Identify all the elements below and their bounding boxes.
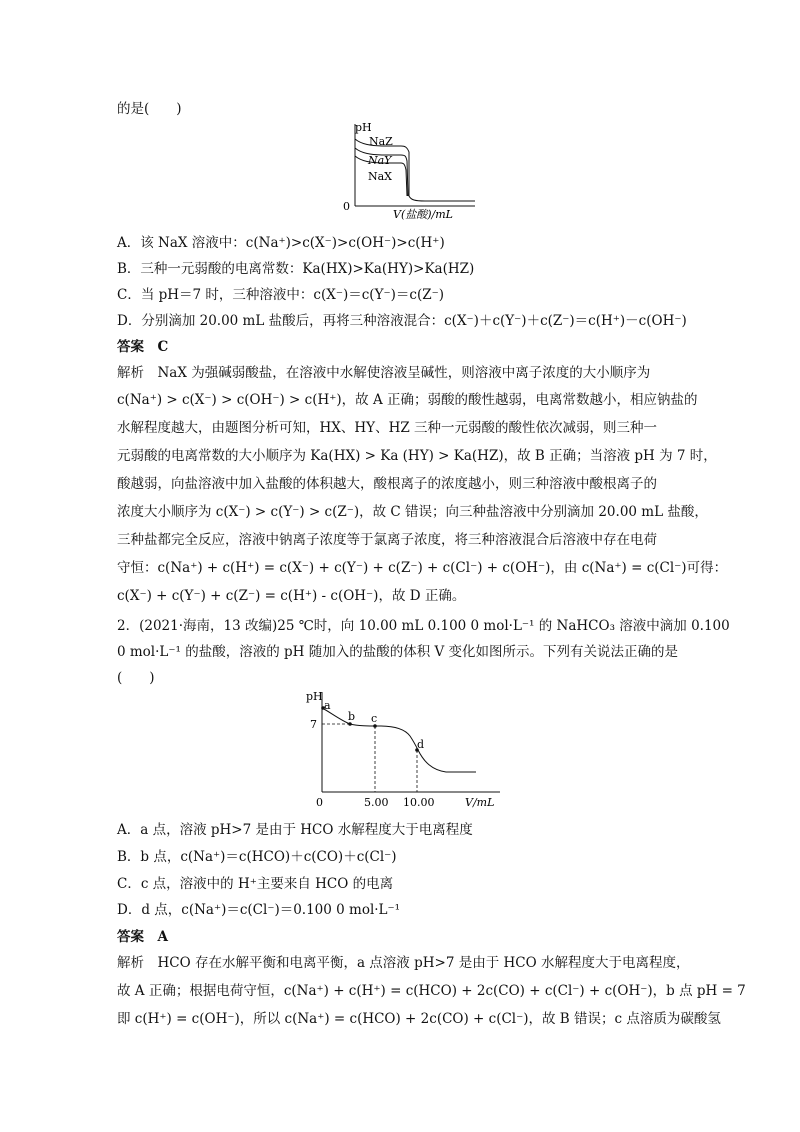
titration-curve-figure-2 [300, 686, 510, 810]
q2-option-a: A．a 点，溶液 pH>7 是由于 HCO 水解程度大于电离程度 [117, 822, 473, 838]
q1-option-a: A．该 NaX 溶液中：c(Na⁺)>c(X⁻)>c(OH⁻)>c(H⁺) [117, 235, 445, 251]
fig2-ph-curve [322, 708, 476, 772]
fig2-label-c: c [371, 712, 378, 725]
titration-curve-figure-1 [335, 118, 485, 220]
q2-explanation-line: 解析 HCO 存在水解平衡和电离平衡，a 点溶液 pH>7 是由于 HCO 水解程度大于电离程度， [117, 955, 690, 971]
fig1-label-naz: NaZ [369, 135, 393, 148]
fig1-x-axis-label: V(盐酸)/mL [393, 208, 453, 220]
fig2-x-tick-0: 0 [316, 796, 323, 809]
fig1-origin-label: 0 [343, 200, 350, 213]
q2-stem-line: 2．(2021·海南，13 改编)25 ℃时，向 10.00 mL 0.100 0 mol·L⁻¹ 的 NaHCO₃ 溶液中滴加 0.100 [117, 618, 730, 634]
q1-explanation-line: 元弱酸的电离常数的大小顺序为 Ka(HX) > Ka (HY) > Ka(HZ)，故 B 正确；当溶液 pH 为 7 时， [117, 448, 717, 464]
fig2-x-tick-10: 10.00 [403, 796, 435, 809]
fig2-y-tick-7: 7 [310, 718, 317, 731]
q2-explanation-line: 即 c(H⁺) = c(OH⁻)，所以 c(Na⁺) = c(HCO) + 2c(CO) + c(Cl⁻)，故 B 错误；c 点溶质为碳酸氢 [117, 1011, 721, 1027]
q1-option-b: B．三种一元弱酸的电离常数：Ka(HX)>Ka(HY)>Ka(HZ) [117, 261, 475, 277]
q1-explanation-line: 三种盐都完全反应，溶液中钠离子浓度等于氯离子浓度，将三种溶液混合后溶液中存在电荷 [117, 532, 657, 548]
q1-option-c: C．当 pH＝7 时，三种溶液中：c(X⁻)＝c(Y⁻)＝c(Z⁻) [117, 287, 444, 303]
q1-explanation-line: c(X⁻) + c(Y⁻) + c(Z⁻) = c(H⁺) - c(OH⁻)，故 D 正确。 [117, 588, 466, 604]
fig1-label-nay: NaY [368, 154, 392, 167]
fig2-label-a: a [324, 699, 331, 712]
q1-option-d: D．分别滴加 20.00 mL 盐酸后，再将三种溶液混合：c(X⁻)＋c(Y⁻)＋c(Z⁻)＝c(H⁺)－c(OH⁻) [117, 313, 687, 329]
q1-explanation-line: 浓度大小顺序为 c(X⁻) > c(Y⁻) > c(Z⁻)，故 C 错误；向三种盐溶液中分别滴加 20.00 mL 盐酸， [117, 504, 708, 520]
q2-option-b: B．b 点，c(Na⁺)＝c(HCO)＋c(CO)＋c(Cl⁻) [117, 849, 397, 865]
q2-option-c: C．c 点，溶液中的 H⁺主要来自 HCO 的电离 [117, 876, 394, 892]
fig2-x-axis-label: V/mL [465, 796, 495, 809]
fig2-x-tick-5: 5.00 [364, 796, 389, 809]
q2-answer: 答案 A [117, 929, 168, 945]
fig2-label-d: d [417, 738, 425, 751]
q1-explanation-line: c(Na⁺) > c(X⁻) > c(OH⁻) > c(H⁺)，故 A 正确；弱酸的酸性越弱，电离常数越小，相应钠盐的 [117, 392, 698, 408]
fig1-y-axis-label: pH [355, 121, 372, 134]
q1-explanation-line: 水解程度越大，由题图分析可知，HX、HY、HZ 三种一元弱酸的酸性依次减弱，则三种一 [117, 420, 658, 436]
q2-stem-line: ( ) [117, 670, 155, 686]
q2-option-d: D．d 点，c(Na⁺)＝c(Cl⁻)＝0.100 0 mol·L⁻¹ [117, 902, 401, 918]
fig2-label-b: b [348, 710, 356, 723]
fig2-y-axis-label: pH [306, 690, 323, 703]
q1-answer: 答案 C [117, 339, 169, 355]
q1-explanation-line: 酸越弱，向盐溶液中加入盐酸的体积越大，酸根离子的浓度越小，则三种溶液中酸根离子的 [117, 476, 657, 492]
q1-explanation-line: 解析 NaX 为强碱弱酸盐，在溶液中水解使溶液呈碱性，则溶液中离子浓度的大小顺序为 [117, 365, 651, 381]
q2-explanation-line: 故 A 正确；根据电荷守恒，c(Na⁺) + c(H⁺) = c(HCO) + 2c(CO) + c(Cl⁻) + c(OH⁻)，b 点 pH = 7 [117, 983, 746, 999]
q2-stem-line: 0 mol·L⁻¹ 的盐酸，溶液的 pH 随加入的盐酸的体积 V 变化如图所示。下列有关说法正确的是 [117, 644, 679, 660]
q1-explanation-line: 守恒：c(Na⁺) + c(H⁺) = c(X⁻) + c(Y⁻) + c(Z⁻) + c(Cl⁻) + c(OH⁻)，由 c(Na⁺) = c(Cl⁻)可得： [117, 560, 728, 576]
fig1-label-nax: NaX [368, 170, 393, 183]
question-stem-tail: 的是( ) [117, 101, 182, 117]
